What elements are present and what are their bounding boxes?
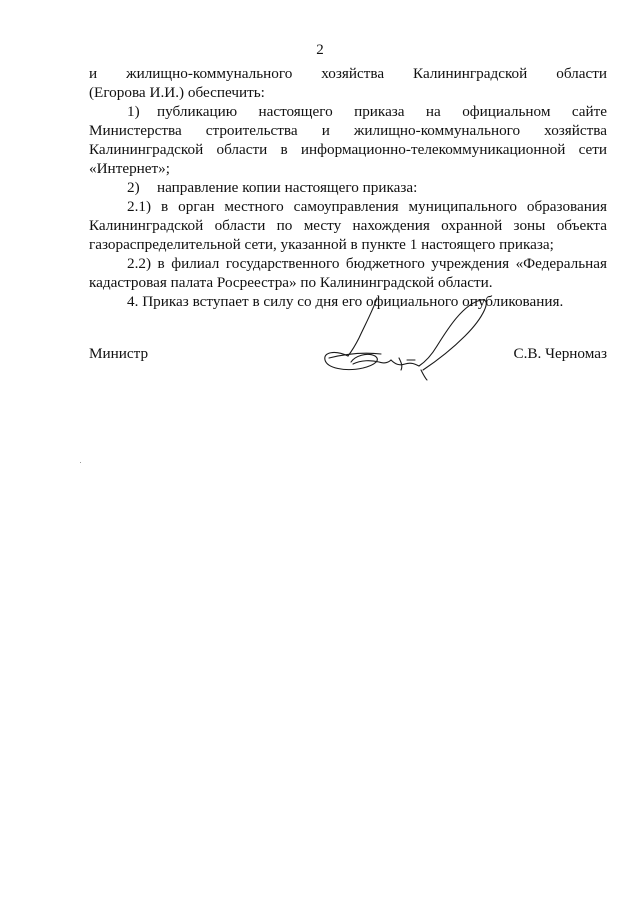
page-number: 2 <box>316 42 324 58</box>
subitem-2-2: 2.2) в филиал государственного бюджетного учреждения «Федеральная кадастровая палата Росреестра» по Калининградской области. <box>89 255 607 291</box>
paragraph-4: 4. Приказ вступает в силу со дня его официального опубликования. <box>127 293 564 310</box>
document-body <box>89 64 607 311</box>
signer-name: С.В. Черномаз <box>513 345 607 362</box>
word: и <box>89 65 98 82</box>
position-title: Министр <box>89 345 149 362</box>
paragraph-continuation-line-2: (Егорова И.И.) обеспечить: <box>89 84 265 101</box>
list-number: 1) <box>127 103 140 120</box>
list-item-2 <box>89 178 607 197</box>
list-text: публикацию настоящего приказа на официальном сайте Министерства строительства и жилищно-коммунального хозяйства Калининградской области в информационно-телекоммуникационной сети «Интернет»; <box>89 103 607 177</box>
list-number: 2) <box>127 179 140 196</box>
word: жилищно-коммунального <box>126 65 293 82</box>
handwritten-signature <box>315 290 490 390</box>
scan-speck <box>80 462 81 463</box>
paragraph-continuation-line-1 <box>89 64 607 83</box>
subitem-2-1: 2.1) в орган местного самоуправления муниципального образования Калининградской области по месту нахождения охранной зоны объекта газораспределительной сети, указанной в пункте 1 настоящего приказа; <box>89 198 607 253</box>
word: хозяйства <box>321 65 385 82</box>
word: Калининградской <box>413 65 528 82</box>
list-item-1 <box>89 102 607 178</box>
list-text: направление копии настоящего приказа: <box>157 179 418 196</box>
word: области <box>556 65 608 82</box>
